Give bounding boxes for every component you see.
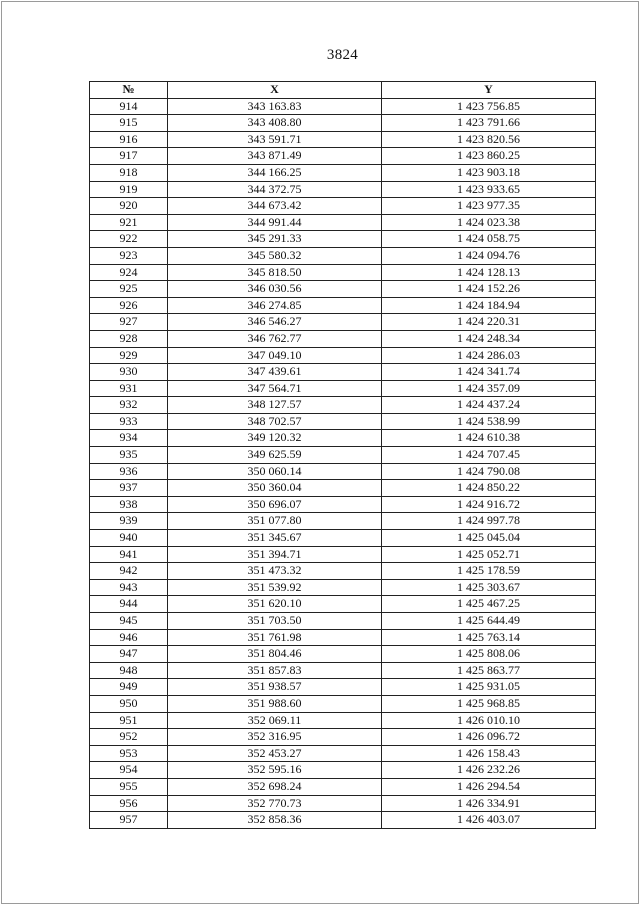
table-row bbox=[90, 712, 596, 729]
y-coordinate-cell: 1 423 860.25 bbox=[382, 148, 596, 165]
column-header-y: Y bbox=[382, 82, 596, 99]
y-coordinate-cell: 1 424 341.74 bbox=[382, 364, 596, 381]
point-number-cell: 915 bbox=[90, 115, 168, 132]
table-row bbox=[90, 198, 596, 215]
point-number-cell: 953 bbox=[90, 745, 168, 762]
point-number-cell: 932 bbox=[90, 397, 168, 414]
x-coordinate-cell: 351 938.57 bbox=[168, 679, 382, 696]
table-row bbox=[90, 214, 596, 231]
point-number-cell: 942 bbox=[90, 563, 168, 580]
y-coordinate-cell: 1 425 931.05 bbox=[382, 679, 596, 696]
x-coordinate-cell: 347 049.10 bbox=[168, 347, 382, 364]
x-coordinate-cell: 351 988.60 bbox=[168, 695, 382, 712]
y-coordinate-cell: 1 424 790.08 bbox=[382, 463, 596, 480]
y-coordinate-cell: 1 425 467.25 bbox=[382, 596, 596, 613]
x-coordinate-cell: 347 564.71 bbox=[168, 380, 382, 397]
table-row bbox=[90, 795, 596, 812]
column-header-number: № bbox=[90, 82, 168, 99]
y-coordinate-cell: 1 423 756.85 bbox=[382, 98, 596, 115]
point-number-cell: 954 bbox=[90, 762, 168, 779]
point-number-cell: 917 bbox=[90, 148, 168, 165]
x-coordinate-cell: 352 698.24 bbox=[168, 778, 382, 795]
page-number: 3824 bbox=[326, 47, 359, 63]
table-row bbox=[90, 281, 596, 298]
point-number-cell: 941 bbox=[90, 546, 168, 563]
point-number-cell: 940 bbox=[90, 530, 168, 547]
table-row bbox=[90, 164, 596, 181]
y-coordinate-cell: 1 423 933.65 bbox=[382, 181, 596, 198]
point-number-cell: 950 bbox=[90, 695, 168, 712]
x-coordinate-cell: 351 077.80 bbox=[168, 513, 382, 530]
table-row bbox=[90, 247, 596, 264]
point-number-cell: 914 bbox=[90, 98, 168, 115]
y-coordinate-cell: 1 423 791.66 bbox=[382, 115, 596, 132]
y-coordinate-cell: 1 424 023.38 bbox=[382, 214, 596, 231]
point-number-cell: 949 bbox=[90, 679, 168, 696]
y-coordinate-cell: 1 423 903.18 bbox=[382, 164, 596, 181]
y-coordinate-cell: 1 424 357.09 bbox=[382, 380, 596, 397]
x-coordinate-cell: 350 060.14 bbox=[168, 463, 382, 480]
table-row bbox=[90, 596, 596, 613]
point-number-cell: 918 bbox=[90, 164, 168, 181]
y-coordinate-cell: 1 424 184.94 bbox=[382, 297, 596, 314]
table-row bbox=[90, 679, 596, 696]
table-row bbox=[90, 314, 596, 331]
y-coordinate-cell: 1 424 850.22 bbox=[382, 480, 596, 497]
y-coordinate-cell: 1 425 644.49 bbox=[382, 613, 596, 630]
table-row bbox=[90, 729, 596, 746]
y-coordinate-cell: 1 426 294.54 bbox=[382, 778, 596, 795]
y-coordinate-cell: 1 426 096.72 bbox=[382, 729, 596, 746]
x-coordinate-cell: 346 546.27 bbox=[168, 314, 382, 331]
point-number-cell: 931 bbox=[90, 380, 168, 397]
x-coordinate-cell: 351 345.67 bbox=[168, 530, 382, 547]
y-coordinate-cell: 1 424 916.72 bbox=[382, 496, 596, 513]
y-coordinate-cell: 1 426 334.91 bbox=[382, 795, 596, 812]
x-coordinate-cell: 349 120.32 bbox=[168, 430, 382, 447]
x-coordinate-cell: 352 453.27 bbox=[168, 745, 382, 762]
x-coordinate-cell: 351 703.50 bbox=[168, 613, 382, 630]
x-coordinate-cell: 351 394.71 bbox=[168, 546, 382, 563]
table-header-row bbox=[90, 82, 596, 99]
y-coordinate-cell: 1 426 010.10 bbox=[382, 712, 596, 729]
table-row bbox=[90, 347, 596, 364]
x-coordinate-cell: 344 673.42 bbox=[168, 198, 382, 215]
y-coordinate-cell: 1 425 968.85 bbox=[382, 695, 596, 712]
x-coordinate-cell: 346 274.85 bbox=[168, 297, 382, 314]
x-coordinate-cell: 344 991.44 bbox=[168, 214, 382, 231]
table-row bbox=[90, 629, 596, 646]
table-row bbox=[90, 430, 596, 447]
point-number-cell: 926 bbox=[90, 297, 168, 314]
x-coordinate-cell: 350 360.04 bbox=[168, 480, 382, 497]
x-coordinate-cell: 346 762.77 bbox=[168, 330, 382, 347]
x-coordinate-cell: 351 473.32 bbox=[168, 563, 382, 580]
table-row bbox=[90, 413, 596, 430]
x-coordinate-cell: 352 316.95 bbox=[168, 729, 382, 746]
y-coordinate-cell: 1 425 178.59 bbox=[382, 563, 596, 580]
x-coordinate-cell: 351 761.98 bbox=[168, 629, 382, 646]
point-number-cell: 938 bbox=[90, 496, 168, 513]
point-number-cell: 930 bbox=[90, 364, 168, 381]
table-row bbox=[90, 496, 596, 513]
y-coordinate-cell: 1 425 863.77 bbox=[382, 662, 596, 679]
point-number-cell: 929 bbox=[90, 347, 168, 364]
point-number-cell: 923 bbox=[90, 247, 168, 264]
point-number-cell: 943 bbox=[90, 579, 168, 596]
table-row bbox=[90, 131, 596, 148]
point-number-cell: 936 bbox=[90, 463, 168, 480]
y-coordinate-cell: 1 424 997.78 bbox=[382, 513, 596, 530]
point-number-cell: 921 bbox=[90, 214, 168, 231]
point-number-cell: 937 bbox=[90, 480, 168, 497]
x-coordinate-cell: 345 818.50 bbox=[168, 264, 382, 281]
point-number-cell: 927 bbox=[90, 314, 168, 331]
table-row bbox=[90, 330, 596, 347]
table-row bbox=[90, 231, 596, 248]
table-row bbox=[90, 397, 596, 414]
table-row bbox=[90, 447, 596, 464]
x-coordinate-cell: 345 291.33 bbox=[168, 231, 382, 248]
y-coordinate-cell: 1 424 094.76 bbox=[382, 247, 596, 264]
x-coordinate-cell: 352 770.73 bbox=[168, 795, 382, 812]
table-body bbox=[90, 98, 596, 828]
x-coordinate-cell: 348 127.57 bbox=[168, 397, 382, 414]
x-coordinate-cell: 351 804.46 bbox=[168, 646, 382, 663]
point-number-cell: 934 bbox=[90, 430, 168, 447]
x-coordinate-cell: 352 858.36 bbox=[168, 812, 382, 829]
x-coordinate-cell: 343 163.83 bbox=[168, 98, 382, 115]
y-coordinate-cell: 1 425 303.67 bbox=[382, 579, 596, 596]
table-row bbox=[90, 513, 596, 530]
point-number-cell: 924 bbox=[90, 264, 168, 281]
y-coordinate-cell: 1 424 248.34 bbox=[382, 330, 596, 347]
table-row bbox=[90, 530, 596, 547]
x-coordinate-cell: 343 408.80 bbox=[168, 115, 382, 132]
y-coordinate-cell: 1 424 152.26 bbox=[382, 281, 596, 298]
table-row bbox=[90, 762, 596, 779]
table-row bbox=[90, 297, 596, 314]
y-coordinate-cell: 1 426 403.07 bbox=[382, 812, 596, 829]
table-row bbox=[90, 662, 596, 679]
table-row bbox=[90, 812, 596, 829]
y-coordinate-cell: 1 424 707.45 bbox=[382, 447, 596, 464]
y-coordinate-cell: 1 425 808.06 bbox=[382, 646, 596, 663]
x-coordinate-cell: 344 166.25 bbox=[168, 164, 382, 181]
y-coordinate-cell: 1 424 220.31 bbox=[382, 314, 596, 331]
y-coordinate-cell: 1 423 820.56 bbox=[382, 131, 596, 148]
table-row bbox=[90, 646, 596, 663]
table-row bbox=[90, 98, 596, 115]
y-coordinate-cell: 1 426 158.43 bbox=[382, 745, 596, 762]
point-number-cell: 947 bbox=[90, 646, 168, 663]
table-row bbox=[90, 546, 596, 563]
point-number-cell: 952 bbox=[90, 729, 168, 746]
point-number-cell: 933 bbox=[90, 413, 168, 430]
x-coordinate-cell: 348 702.57 bbox=[168, 413, 382, 430]
y-coordinate-cell: 1 424 610.38 bbox=[382, 430, 596, 447]
table-row bbox=[90, 181, 596, 198]
table-row bbox=[90, 563, 596, 580]
point-number-cell: 919 bbox=[90, 181, 168, 198]
point-number-cell: 946 bbox=[90, 629, 168, 646]
point-number-cell: 955 bbox=[90, 778, 168, 795]
y-coordinate-cell: 1 424 128.13 bbox=[382, 264, 596, 281]
y-coordinate-cell: 1 424 058.75 bbox=[382, 231, 596, 248]
point-number-cell: 922 bbox=[90, 231, 168, 248]
table-row bbox=[90, 463, 596, 480]
y-coordinate-cell: 1 425 045.04 bbox=[382, 530, 596, 547]
point-number-cell: 957 bbox=[90, 812, 168, 829]
point-number-cell: 935 bbox=[90, 447, 168, 464]
table-row bbox=[90, 613, 596, 630]
point-number-cell: 916 bbox=[90, 131, 168, 148]
x-coordinate-cell: 351 539.92 bbox=[168, 579, 382, 596]
y-coordinate-cell: 1 423 977.35 bbox=[382, 198, 596, 215]
y-coordinate-cell: 1 425 052.71 bbox=[382, 546, 596, 563]
point-number-cell: 951 bbox=[90, 712, 168, 729]
y-coordinate-cell: 1 424 538.99 bbox=[382, 413, 596, 430]
x-coordinate-cell: 345 580.32 bbox=[168, 247, 382, 264]
table-row bbox=[90, 778, 596, 795]
table-row bbox=[90, 480, 596, 497]
point-number-cell: 956 bbox=[90, 795, 168, 812]
x-coordinate-cell: 347 439.61 bbox=[168, 364, 382, 381]
table-row bbox=[90, 115, 596, 132]
x-coordinate-cell: 349 625.59 bbox=[168, 447, 382, 464]
point-number-cell: 939 bbox=[90, 513, 168, 530]
x-coordinate-cell: 344 372.75 bbox=[168, 181, 382, 198]
point-number-cell: 948 bbox=[90, 662, 168, 679]
point-number-cell: 920 bbox=[90, 198, 168, 215]
point-number-cell: 928 bbox=[90, 330, 168, 347]
x-coordinate-cell: 343 591.71 bbox=[168, 131, 382, 148]
x-coordinate-cell: 352 069.11 bbox=[168, 712, 382, 729]
y-coordinate-cell: 1 424 286.03 bbox=[382, 347, 596, 364]
y-coordinate-cell: 1 424 437.24 bbox=[382, 397, 596, 414]
x-coordinate-cell: 351 620.10 bbox=[168, 596, 382, 613]
x-coordinate-cell: 352 595.16 bbox=[168, 762, 382, 779]
table-row bbox=[90, 579, 596, 596]
x-coordinate-cell: 346 030.56 bbox=[168, 281, 382, 298]
table-row bbox=[90, 264, 596, 281]
table-row bbox=[90, 364, 596, 381]
table-row bbox=[90, 148, 596, 165]
table-row bbox=[90, 745, 596, 762]
x-coordinate-cell: 343 871.49 bbox=[168, 148, 382, 165]
table-row bbox=[90, 695, 596, 712]
point-number-cell: 925 bbox=[90, 281, 168, 298]
point-number-cell: 945 bbox=[90, 613, 168, 630]
coordinates-table bbox=[89, 81, 596, 829]
column-header-x: X bbox=[168, 82, 382, 99]
y-coordinate-cell: 1 425 763.14 bbox=[382, 629, 596, 646]
x-coordinate-cell: 351 857.83 bbox=[168, 662, 382, 679]
point-number-cell: 944 bbox=[90, 596, 168, 613]
x-coordinate-cell: 350 696.07 bbox=[168, 496, 382, 513]
table-row bbox=[90, 380, 596, 397]
y-coordinate-cell: 1 426 232.26 bbox=[382, 762, 596, 779]
